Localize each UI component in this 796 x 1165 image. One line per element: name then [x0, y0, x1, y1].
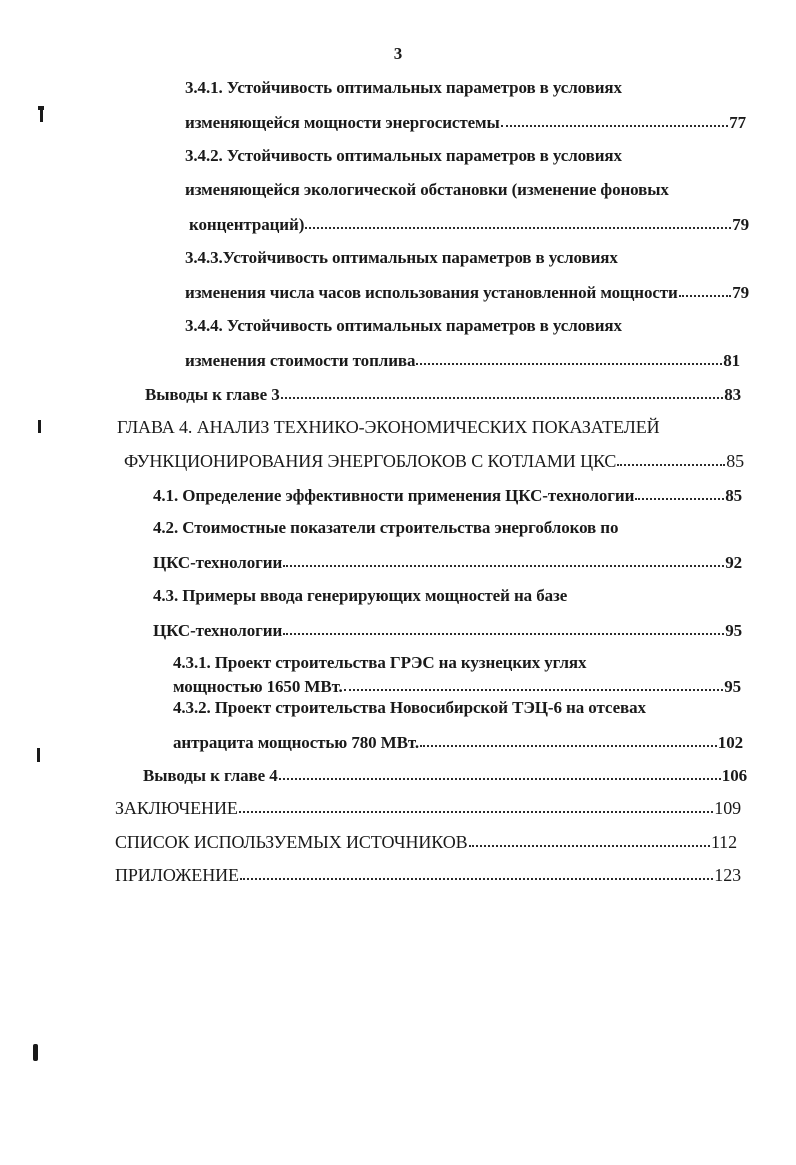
toc-entry-references[interactable]: [115, 832, 737, 852]
toc-page-number: 106: [721, 766, 747, 785]
toc-page-number: 81: [723, 351, 740, 370]
toc-entry-4-1[interactable]: [153, 485, 742, 506]
toc-page-number: 79: [732, 215, 749, 234]
dot-leader: [635, 484, 724, 500]
toc-entry-4-2[interactable]: [153, 552, 742, 573]
toc-entry-text: 4.1. Определение эффективности применения ЦКС-технологии: [153, 486, 635, 505]
toc-entry-text: изменения стоимости топлива: [185, 351, 416, 370]
toc-entry-text: ПРИЛОЖЕНИЕ: [115, 865, 239, 885]
toc-entry-chapter-4[interactable]: [124, 451, 744, 471]
toc-entry-text: мощностью 1650 МВт.: [173, 677, 343, 696]
toc-entry-chapter-3-conclusions[interactable]: [145, 384, 741, 405]
toc-entry-text: СПИСОК ИСПОЛЬЗУЕМЫХ ИСТОЧНИКОВ: [115, 832, 468, 852]
toc-page-number: 83: [724, 385, 741, 404]
chapter-4-heading: ГЛАВА 4. АНАЛИЗ ТЕХНИКО-ЭКОНОМИЧЕСКИХ ПОКАЗАТЕЛЕЙ: [117, 417, 660, 437]
dot-leader: [617, 450, 725, 466]
toc-entry-4-3-2[interactable]: [173, 732, 743, 753]
dot-leader: [283, 551, 724, 567]
toc-entry-3-4-4[interactable]: [185, 350, 740, 371]
toc-page-number: 77: [729, 113, 746, 132]
dot-leader: [279, 764, 721, 780]
toc-entry-3-4-2-title: 3.4.2. Устойчивость оптимальных параметров в условиях: [185, 146, 622, 165]
toc-page-number: 102: [717, 733, 743, 752]
toc-entry-4-3-title: 4.3. Примеры ввода генерирующих мощностей на базе: [153, 586, 568, 605]
dot-leader: [679, 281, 731, 297]
toc-entry-text: ЦКС-технологии: [153, 553, 283, 572]
toc-entry-4-3[interactable]: [153, 620, 742, 641]
toc-entry-conclusion[interactable]: [115, 798, 741, 818]
toc-entry-3-4-2[interactable]: [189, 214, 749, 235]
toc-entry-3-4-4-title: 3.4.4. Устойчивость оптимальных параметров в условиях: [185, 316, 622, 335]
toc-entry-text: изменяющейся мощности энергосистемы: [185, 113, 500, 132]
toc-page-number: 123: [714, 865, 741, 885]
toc-entry-chapter-4-conclusions[interactable]: [143, 765, 747, 786]
toc-page-number: 95: [724, 677, 741, 696]
toc-entry-3-4-3-title: 3.4.3.Устойчивость оптимальных параметров в условиях: [185, 248, 618, 267]
toc-entry-text: ЦКС-технологии: [153, 621, 283, 640]
toc-entry-4-3-1[interactable]: [173, 676, 741, 697]
toc-page-number: 79: [732, 283, 749, 302]
toc-entry-3-4-1-title: 3.4.1. Устойчивость оптимальных параметров в условиях: [185, 78, 622, 97]
toc-page-number: 95: [725, 621, 742, 640]
scan-mark: [38, 106, 44, 110]
toc-page-number: 109: [714, 798, 741, 818]
toc-entry-4-3-2-title: 4.3.2. Проект строительства Новосибирской ТЭЦ-6 на отсевах: [173, 698, 646, 717]
toc-entry-text: изменения числа часов использования установленной мощности: [185, 283, 678, 302]
dot-leader: [344, 675, 724, 691]
scan-mark: [38, 420, 41, 433]
toc-page-number: 85: [726, 451, 744, 471]
toc-entry-4-2-title: 4.2. Стоимостные показатели строительства энергоблоков по: [153, 518, 619, 537]
dot-leader: [469, 831, 710, 847]
toc-entry-text: Выводы к главе 4: [143, 766, 278, 785]
toc-entry-text: ФУНКЦИОНИРОВАНИЯ ЭНЕРГОБЛОКОВ С КОТЛАМИ ЦКС: [124, 451, 617, 471]
toc-entry-text: антрацита мощностью 780 МВт.: [173, 733, 419, 752]
toc-entry-3-4-2-line2: изменяющейся экологической обстановки (изменение фоновых: [185, 180, 669, 199]
toc-entry-text: ЗАКЛЮЧЕНИЕ: [115, 798, 238, 818]
toc-entry-3-4-3[interactable]: [185, 282, 749, 303]
dot-leader: [305, 213, 731, 229]
toc-entry-text: концентраций): [189, 215, 305, 234]
scan-mark: [33, 1044, 38, 1061]
toc-page-number: 92: [725, 553, 742, 572]
toc-page-number: 112: [710, 832, 737, 852]
dot-leader: [420, 731, 717, 747]
toc-entry-appendix[interactable]: [115, 865, 741, 885]
toc-entry-4-3-1-title: 4.3.1. Проект строительства ГРЭС на кузнецких углях: [173, 653, 587, 672]
dot-leader: [416, 349, 722, 365]
scan-mark: [37, 748, 40, 762]
page-number: 3: [393, 44, 403, 63]
dot-leader: [240, 864, 713, 880]
toc-entry-text: Выводы к главе 3: [145, 385, 280, 404]
dot-leader: [501, 111, 728, 127]
dot-leader: [239, 797, 714, 813]
toc-page-number: 85: [725, 486, 742, 505]
toc-entry-3-4-1[interactable]: [185, 112, 746, 133]
dot-leader: [283, 619, 724, 635]
dot-leader: [281, 383, 724, 399]
